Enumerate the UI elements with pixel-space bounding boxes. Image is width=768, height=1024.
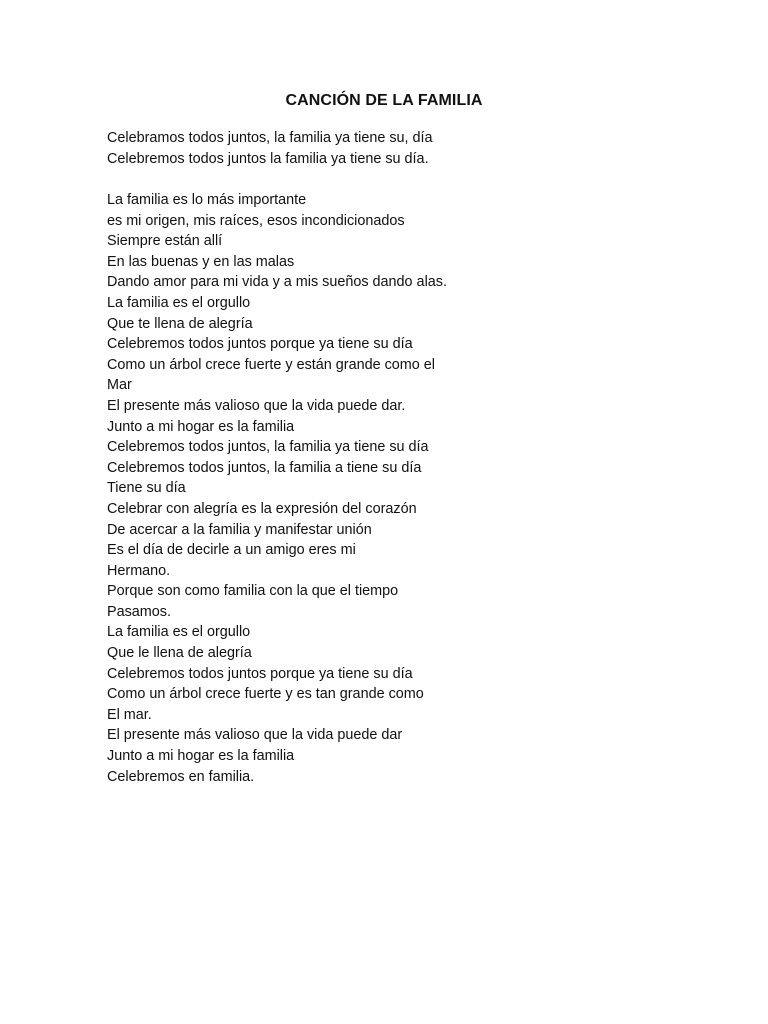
lyric-line: El presente más valioso que la vida puede dar: [107, 727, 403, 744]
lyric-line: Junto a mi hogar es la familia: [107, 418, 295, 435]
lyric-line: Mar: [107, 377, 132, 394]
lyric-line: Tiene su día: [107, 480, 186, 497]
lyric-line: La familia es el orgullo: [107, 624, 251, 641]
lyric-line: Como un árbol crece fuerte y es tan grande como: [107, 686, 424, 703]
lyric-line: Que te llena de alegría: [107, 315, 253, 332]
lyric-line: Porque son como familia con la que el tiempo: [107, 583, 399, 600]
lyric-line: Celebramos todos juntos, la familia ya tiene su, día: [107, 130, 433, 146]
lyric-line: Pasamos.: [107, 603, 171, 620]
lyric-line: Dando amor para mi vida y a mis sueños dando alas.: [107, 274, 447, 291]
lyric-line: La familia es lo más importante: [107, 192, 307, 208]
lyric-line: Siempre están allí: [107, 233, 223, 250]
lyric-line: El mar.: [107, 706, 152, 723]
lyric-line: Como un árbol crece fuerte y están grande como el: [107, 356, 435, 373]
lyric-line: Celebremos todos juntos, la familia ya tiene su día: [107, 439, 429, 456]
lyric-line: Que le llena de alegría: [107, 645, 252, 662]
lyric-line: Celebremos todos juntos porque ya tiene su día: [107, 665, 413, 682]
lyric-line: La familia es el orgullo: [107, 294, 251, 311]
lyric-line: Celebremos todos juntos la familia ya tiene su día.: [107, 150, 429, 167]
lyric-line: Celebrar con alegría es la expresión del corazón: [107, 500, 417, 517]
lyric-line: Celebremos en familia.: [107, 768, 255, 785]
song-title: CANCIÓN DE LA FAMILIA: [285, 92, 483, 109]
stanza-1: [107, 128, 433, 169]
lyric-line: Junto a mi hogar es la familia: [107, 748, 295, 765]
lyric-line: El presente más valioso que la vida puede dar.: [107, 397, 406, 414]
lyric-line: En las buenas y en las malas: [107, 253, 295, 270]
lyric-line: Hermano.: [107, 562, 171, 579]
lyric-line: es mi origen, mis raíces, esos incondicionados: [107, 212, 405, 229]
stanza-2: [107, 190, 447, 787]
lyric-line: De acercar a la familia y manifestar unión: [107, 521, 372, 538]
lyric-line: Es el día de decirle a un amigo eres mi: [107, 542, 356, 559]
lyric-line: Celebremos todos juntos, la familia a tiene su día: [107, 459, 422, 476]
lyric-line: Celebremos todos juntos porque ya tiene su día: [107, 336, 413, 353]
